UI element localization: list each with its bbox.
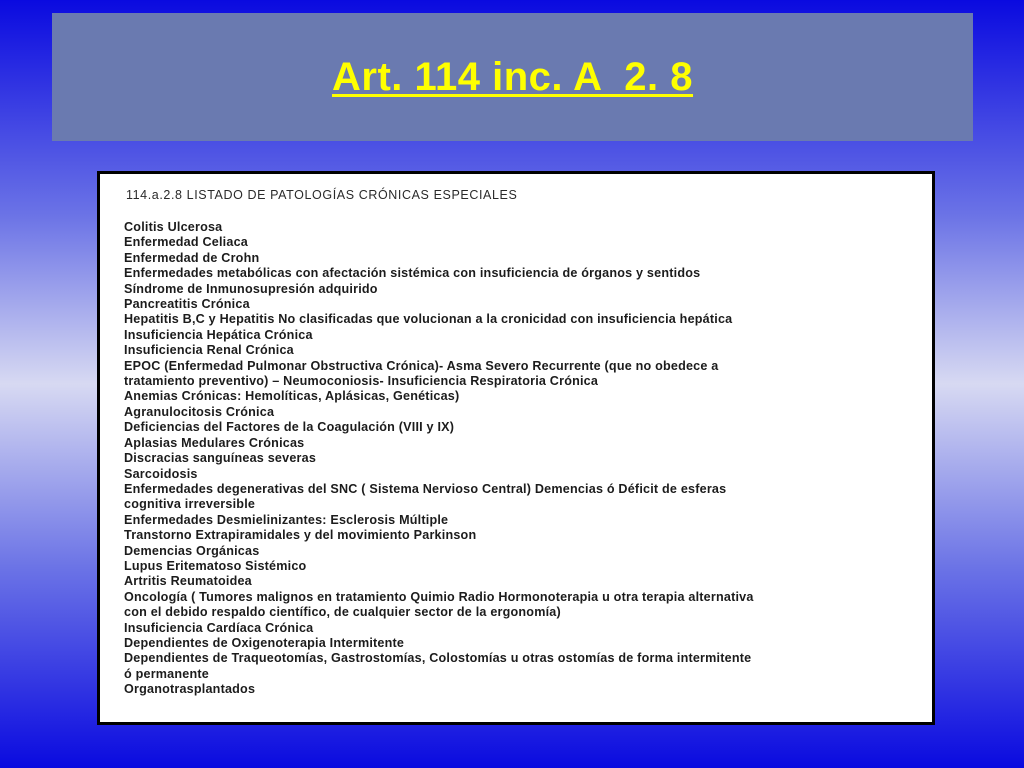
list-item: Anemias Crónicas: Hemolíticas, Aplásicas, Genéticas) <box>124 389 460 404</box>
list-item: Enfermedad de Crohn <box>124 250 260 265</box>
list-item: Aplasias Medulares Crónicas <box>124 435 305 450</box>
slide-title: Art. 114 inc. A 2. 8 <box>331 54 694 99</box>
list-item: Enfermedad Celiaca <box>124 235 248 250</box>
title-banner <box>52 13 973 141</box>
list-item: Dependientes de Oxigenoterapia Intermitente <box>124 635 405 650</box>
list-item: Síndrome de Inmunosupresión adquirido <box>124 281 378 296</box>
list-item: Transtorno Extrapiramidales y del movimiento Parkinson <box>124 528 477 543</box>
list-item: Insuficiencia Hepática Crónica <box>124 327 313 342</box>
list-item: Pancreatitis Crónica <box>124 297 250 312</box>
document-text <box>124 188 918 698</box>
list-item: Lupus Eritematoso Sistémico <box>124 558 307 573</box>
list-item: Demencias Orgánicas <box>124 543 260 558</box>
list-item: Insuficiencia Renal Crónica <box>124 343 294 358</box>
list-item: Deficiencias del Factores de la Coagulación (VIII y IX) <box>124 420 455 435</box>
pathology-list <box>124 220 918 698</box>
list-item: Hepatitis B,C y Hepatitis No clasificadas que volucionan a la cronicidad con insuficiencia hepática <box>124 312 733 327</box>
scanned-document <box>97 171 935 725</box>
list-item: Oncología ( Tumores malignos en tratamiento Quimio Radio Hormonoterapia u otra terapia alternativa <box>124 589 754 604</box>
list-item: Agranulocitosis Crónica <box>124 404 275 419</box>
list-item: Colitis Ulcerosa <box>124 220 223 234</box>
list-item: Enfermedades degenerativas del SNC ( Sistema Nervioso Central) Demencias ó Déficit de esferas <box>124 481 727 496</box>
list-item: Insuficiencia Cardíaca Crónica <box>124 620 314 635</box>
list-item: Organotrasplantados <box>124 682 256 697</box>
document-heading: 114.a.2.8 LISTADO DE PATOLOGÍAS CRÓNICAS ESPECIALES <box>126 188 518 202</box>
list-item: Enfermedades Desmielinizantes: Esclerosis Múltiple <box>124 512 449 527</box>
list-item: tratamiento preventivo) – Neumoconiosis- Insuficiencia Respiratoria Crónica <box>124 374 599 389</box>
list-item: Discracias sanguíneas severas <box>124 451 317 466</box>
list-item: con el debido respaldo científico, de cualquier sector de la ergonomía) <box>124 605 561 620</box>
list-item: Enfermedades metabólicas con afectación sistémica con insuficiencia de órganos y sentidos <box>124 266 701 281</box>
list-item: Sarcoidosis <box>124 466 198 481</box>
list-item: EPOC (Enfermedad Pulmonar Obstructiva Crónica)- Asma Severo Recurrente (que no obedece a <box>124 358 719 373</box>
list-item: Dependientes de Traqueotomías, Gastrostomías, Colostomías u otras ostomías de forma intermitente <box>124 651 752 666</box>
list-item: cognitiva irreversible <box>124 497 256 512</box>
list-item: Artritis Reumatoidea <box>124 574 252 589</box>
list-item: ó permanente <box>124 666 209 681</box>
